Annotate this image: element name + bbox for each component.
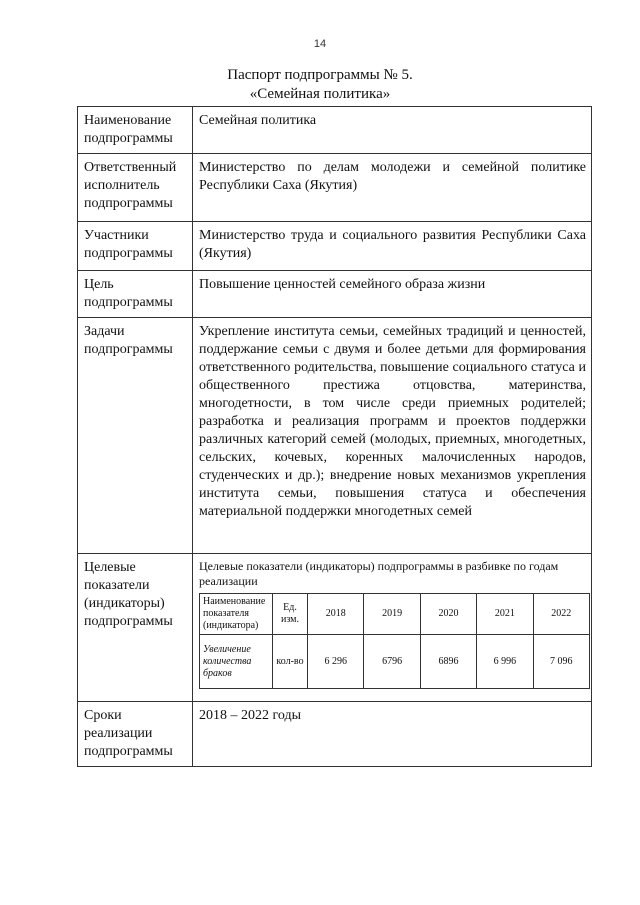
indicators-header-cell: 2018 [308, 594, 364, 635]
indicators-title: Целевые показатели (индикаторы) подпрограммы в разбивке по годам реализации [199, 559, 559, 588]
page-number: 14 [313, 38, 327, 50]
indicators-header-cell: 2022 [533, 594, 589, 635]
passport-table [77, 106, 592, 767]
indicators-data-cell: 6796 [364, 635, 420, 689]
indicators-header-row [200, 594, 590, 635]
row-label: Участники подпрограммы [78, 222, 193, 271]
indicators-header-cell: Ед. изм. [273, 594, 308, 635]
row-name [78, 107, 592, 154]
row-goal [78, 271, 592, 318]
row-label: Наименование подпрограммы [78, 107, 193, 154]
row-value: Министерство труда и социального развития Республики Саха (Якутия) [193, 222, 592, 271]
indicators-table [199, 593, 590, 689]
indicators-header-cell: 2019 [364, 594, 420, 635]
indicators-data-row [200, 635, 590, 689]
indicators-data-cell: 6 996 [477, 635, 533, 689]
row-label: Целевые показатели (индикаторы) подпрограммы [78, 554, 193, 702]
title-line-2: «Семейная политика» [249, 86, 391, 102]
row-participants [78, 222, 592, 271]
row-indicators [78, 554, 592, 702]
indicators-header-cell: Наименование показателя (индикатора) [200, 594, 273, 635]
row-label: Цель подпрограммы [78, 271, 193, 318]
row-value: Министерство по делам молодежи и семейной политике Республики Саха (Якутия) [193, 154, 592, 222]
indicators-data-cell: Увеличение количества браков [200, 635, 273, 689]
page-title [0, 66, 640, 104]
row-responsible [78, 154, 592, 222]
row-value: Укрепление института семьи, семейных традиций и ценностей, поддержание семьи с двумя и более детьми для формирования ответственного родительства, повышение социального статуса и общественного престижа отцовства, материнства, многодетности, в том числе среди приемных родителей; разработка и реализация программ и проектов поддержки различных категорий семей (молодых, приемных, многодетных, сельских, кочевых, коренных малочисленных народов, студенческих и др.); внедрение новых механизмов укрепления института семьи, повышения статуса и обеспечения материальной поддержки многодетных семей [193, 318, 592, 554]
indicators-data-cell: 6 296 [308, 635, 364, 689]
row-label: Задачи подпрограммы [78, 318, 193, 554]
indicators-header-cell: 2020 [420, 594, 476, 635]
row-value: Семейная политика [193, 107, 592, 154]
indicators-header-cell: 2021 [477, 594, 533, 635]
row-terms [78, 702, 592, 767]
row-tasks [78, 318, 592, 554]
row-label: Сроки реализации подпрограммы [78, 702, 193, 767]
row-label: Ответственный исполнитель подпрограммы [78, 154, 193, 222]
indicators-data-cell: 7 096 [533, 635, 589, 689]
row-value [193, 554, 592, 702]
row-value: 2018 – 2022 годы [193, 702, 592, 767]
row-value: Повышение ценностей семейного образа жизни [193, 271, 592, 318]
title-line-1: Паспорт подпрограммы № 5. [227, 67, 413, 83]
indicators-data-cell: 6896 [420, 635, 476, 689]
indicators-data-cell: кол-во [273, 635, 308, 689]
